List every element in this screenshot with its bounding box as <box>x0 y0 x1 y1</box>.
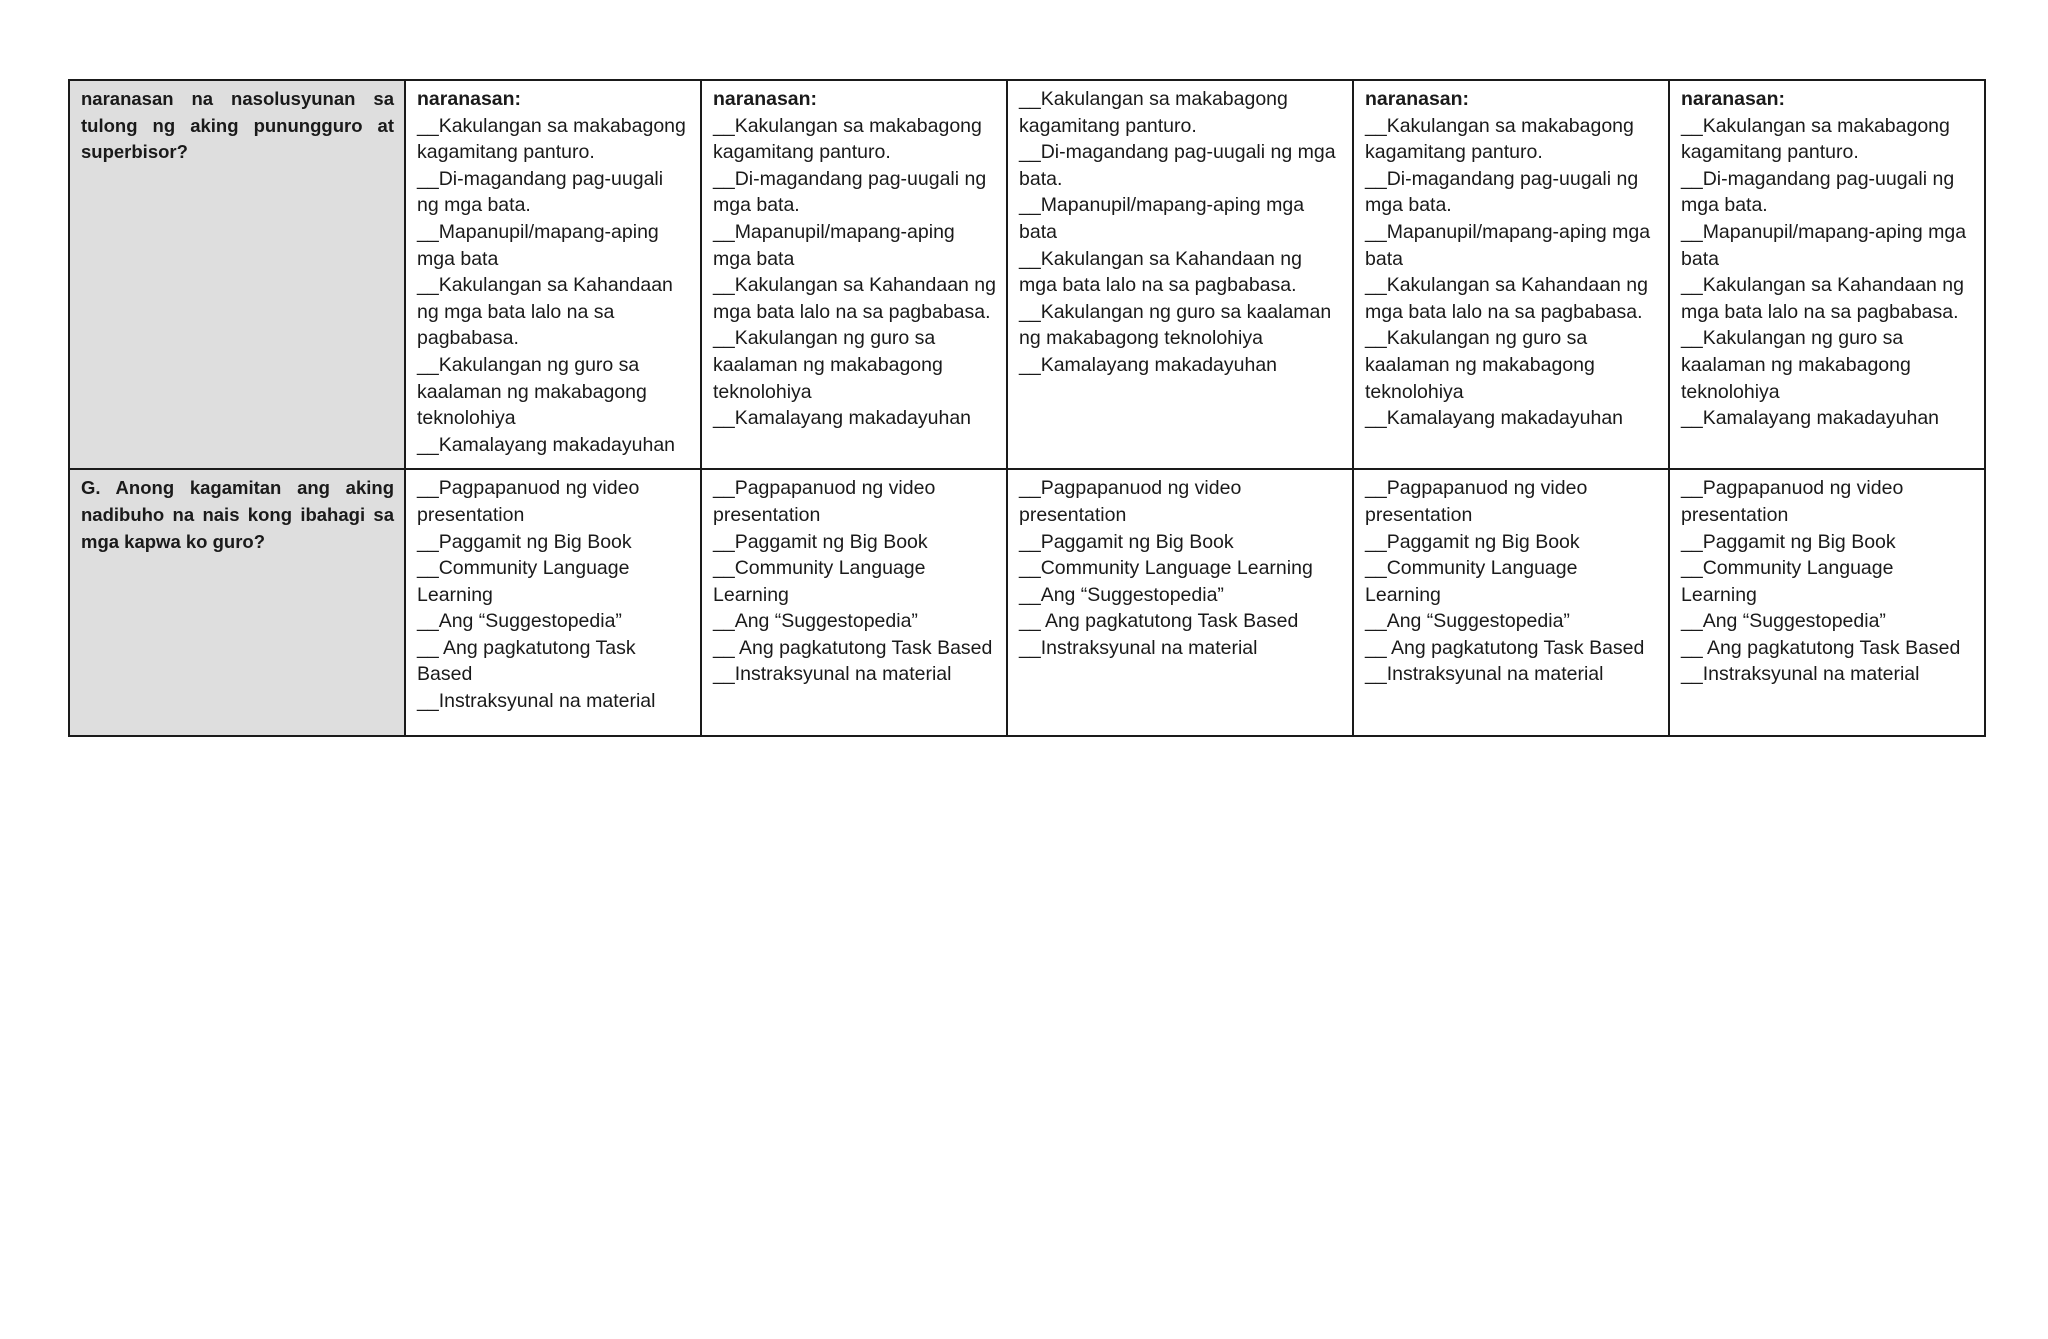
checklist-option: __Kamalayang makadayuhan <box>713 407 972 430</box>
checklist-option: __Paggamit ng Big Book <box>1681 530 1896 553</box>
checklist-option: __Ang “Suggestopedia” <box>713 610 918 633</box>
checklist-option: __Instraksyunal na material <box>417 690 656 713</box>
row-label-cell <box>69 469 405 736</box>
checklist-option: __ Ang pagkatutong Task Based <box>1681 636 1961 659</box>
row-label: G. Anong kagamitan ang aking nadibuho na nais kong ibahagi sa mga kapwa ko guro? <box>81 477 394 552</box>
checklist-option: __Kamalayang makadayuhan <box>1365 407 1624 430</box>
checklist-option: __Pagpapanuod ng video presentation <box>1681 477 1904 526</box>
checklist-option: __ Ang pagkatutong Task Based <box>713 636 993 659</box>
checklist-option: __Kakulangan sa makabagong kagamitang panturo. <box>713 114 982 164</box>
checklist-option: __Community Language Learning <box>1019 557 1313 580</box>
checklist-option: __Pagpapanuod ng video presentation <box>1019 477 1242 526</box>
checklist-option: __Ang “Suggestopedia” <box>1365 610 1570 633</box>
checklist-option: __Di-magandang pag-uugali ng mga bata. <box>417 167 664 217</box>
checklist-option: __Kakulangan sa Kahandaan ng mga bata lalo na sa pagbabasa. <box>1681 274 1964 323</box>
checklist-option: __Mapanupil/mapang-aping mga bata <box>1019 194 1305 243</box>
checklist-option: __Kakulangan ng guro sa kaalaman ng makabagong teknolohiya <box>417 353 647 430</box>
checklist-option: __Kamalayang makadayuhan <box>1019 353 1278 376</box>
checklist-option: __Ang “Suggestopedia” <box>1019 583 1224 606</box>
row-label: naranasan na nasolusyunan sa tulong ng aking punungguro at superbisor? <box>81 88 394 163</box>
cell-heading: naranasan: <box>1681 88 1786 110</box>
cell-heading: naranasan: <box>1365 88 1470 110</box>
checklist-option: __Kakulangan ng guro sa kaalaman ng makabagong teknolohiya <box>1019 300 1332 350</box>
checklist-option: __Kakulangan sa Kahandaan ng mga bata lalo na sa pagbabasa. <box>417 274 673 350</box>
response-cell <box>1353 80 1669 469</box>
checklist-option: __ Ang pagkatutong Task Based <box>1019 610 1299 633</box>
checklist-option: __Instraksyunal na material <box>1365 663 1604 686</box>
table-row <box>69 80 1985 469</box>
checklist-option: __Ang “Suggestopedia” <box>417 610 622 633</box>
response-cell <box>1007 469 1353 736</box>
checklist-option: __Kakulangan sa Kahandaan ng mga bata lalo na sa pagbabasa. <box>713 274 996 323</box>
checklist-option: __Kakulangan sa makabagong kagamitang panturo. <box>1681 114 1950 164</box>
checklist-option: __Community Language Learning <box>417 557 630 606</box>
checklist-option: __Pagpapanuod ng video presentation <box>417 477 640 526</box>
checklist-option: __Kakulangan sa Kahandaan ng mga bata lalo na sa pagbabasa. <box>1019 247 1302 297</box>
checklist-option: __Kakulangan sa makabagong kagamitang panturo. <box>1365 114 1634 164</box>
checklist-option: __Ang “Suggestopedia” <box>1681 610 1886 633</box>
checklist-option: __Kakulangan ng guro sa kaalaman ng makabagong teknolohiya <box>1365 327 1595 403</box>
checklist-option: __Kakulangan ng guro sa kaalaman ng makabagong teknolohiya <box>713 327 943 403</box>
lesson-log-table <box>68 79 1986 737</box>
checklist-option: __Kakulangan sa Kahandaan ng mga bata lalo na sa pagbabasa. <box>1365 274 1648 323</box>
checklist-option: __ Ang pagkatutong Task Based <box>1365 636 1645 659</box>
checklist-option: __Mapanupil/mapang-aping mga bata <box>417 220 659 270</box>
row-label-cell <box>69 80 405 469</box>
response-cell <box>405 469 701 736</box>
response-cell <box>405 80 701 469</box>
checklist-option: __Paggamit ng Big Book <box>1365 530 1580 553</box>
response-cell <box>1353 469 1669 736</box>
checklist-option: __Paggamit ng Big Book <box>713 530 928 553</box>
cell-heading: naranasan: <box>417 88 522 110</box>
checklist-option: __Kakulangan sa makabagong kagamitang panturo. <box>417 114 686 164</box>
checklist-option: __Instraksyunal na material <box>713 663 952 686</box>
checklist-option: __Di-magandang pag-uugali ng mga bata. <box>1365 167 1639 217</box>
checklist-option: __Paggamit ng Big Book <box>417 530 632 553</box>
checklist-option: __Community Language Learning <box>1681 557 1894 606</box>
checklist-option: __Kakulangan ng guro sa kaalaman ng makabagong teknolohiya <box>1681 327 1911 403</box>
checklist-option: __Instraksyunal na material <box>1681 663 1920 686</box>
checklist-option: __Kamalayang makadayuhan <box>1681 407 1940 430</box>
response-cell <box>701 80 1007 469</box>
response-cell <box>1669 469 1985 736</box>
checklist-option: __Di-magandang pag-uugali ng mga bata. <box>713 167 987 217</box>
checklist-option: __Instraksyunal na material <box>1019 636 1258 659</box>
checklist-option: __Pagpapanuod ng video presentation <box>1365 477 1588 526</box>
checklist-option: __Paggamit ng Big Book <box>1019 530 1234 553</box>
response-cell <box>701 469 1007 736</box>
checklist-option: __Mapanupil/mapang-aping mga bata <box>1365 220 1651 270</box>
checklist-option: __Community Language Learning <box>713 557 926 606</box>
checklist-option: __Kamalayang makadayuhan <box>417 433 676 456</box>
checklist-option: __Di-magandang pag-uugali ng mga bata. <box>1019 141 1336 190</box>
checklist-option: __Community Language Learning <box>1365 557 1578 606</box>
checklist-option: __Mapanupil/mapang-aping mga bata <box>713 220 955 270</box>
table-row <box>69 469 1985 736</box>
response-cell <box>1007 80 1353 469</box>
checklist-option: __Kakulangan sa makabagong kagamitang panturo. <box>1019 88 1288 137</box>
checklist-option: __Pagpapanuod ng video presentation <box>713 477 936 526</box>
checklist-option: __Di-magandang pag-uugali ng mga bata. <box>1681 167 1955 217</box>
response-cell <box>1669 80 1985 469</box>
cell-heading: naranasan: <box>713 88 818 110</box>
checklist-option: __ Ang pagkatutong Task Based <box>417 636 636 686</box>
checklist-option: __Mapanupil/mapang-aping mga bata <box>1681 220 1967 270</box>
